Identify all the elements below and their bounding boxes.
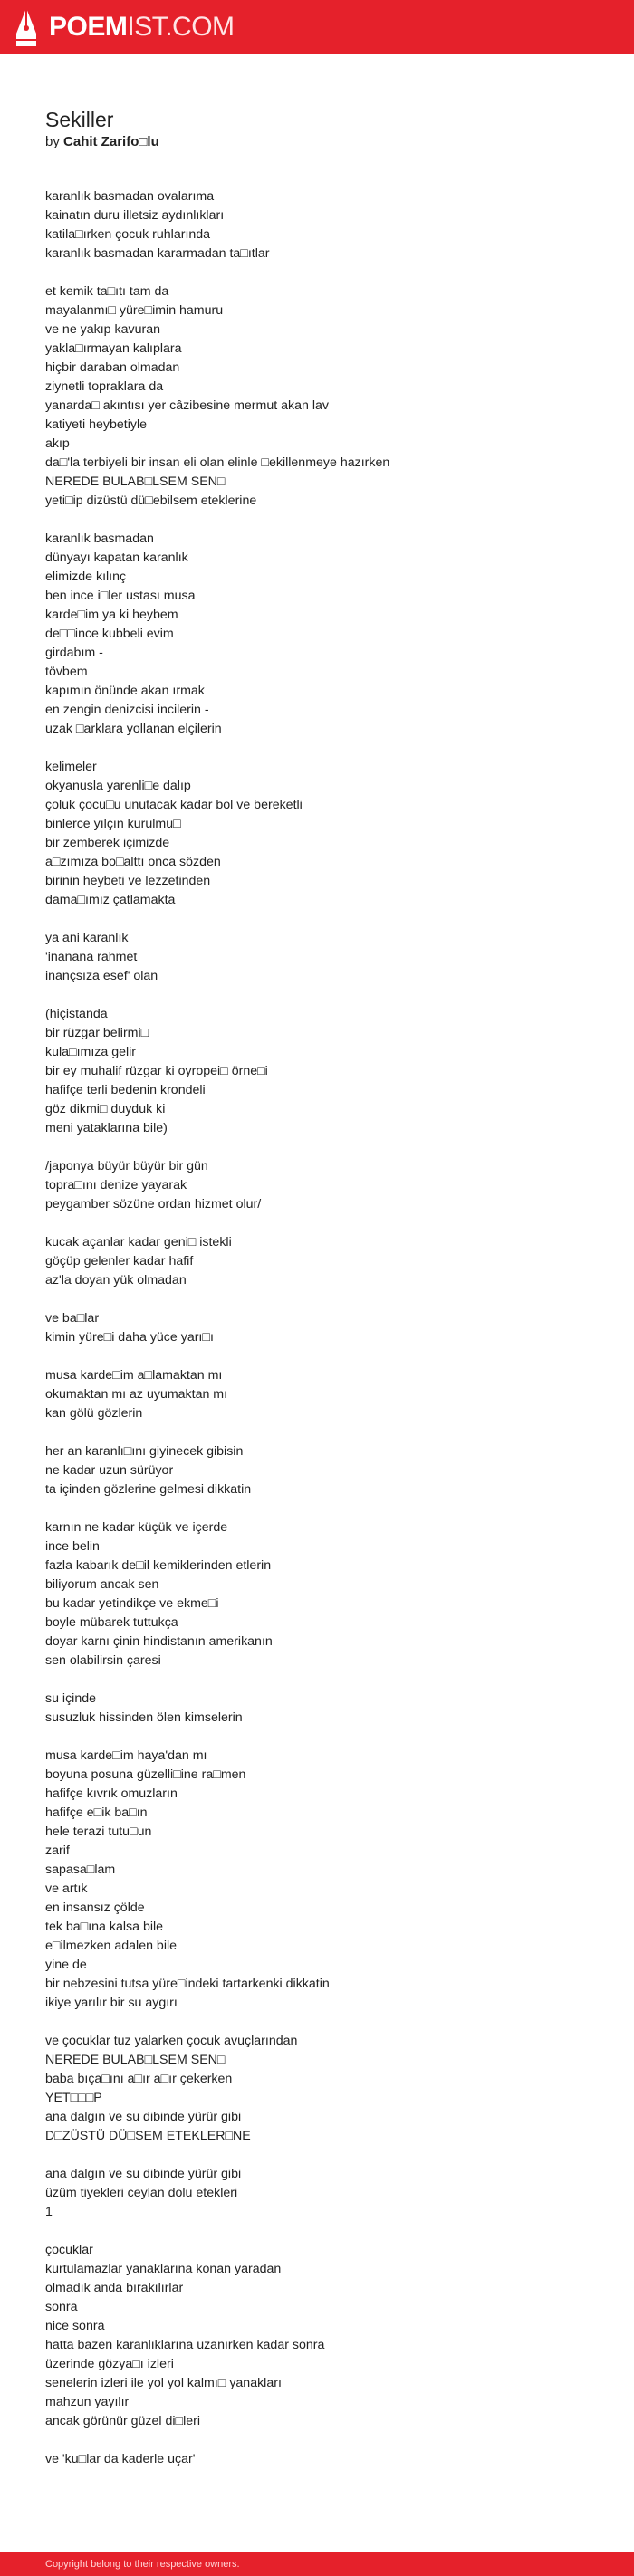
author-link[interactable]: Cahit Zarifo□lu: [63, 134, 159, 149]
poem-line: ve 'ku□lar da kaderle uçar': [45, 2452, 196, 2466]
poem-line: sen olabilirsin çaresi: [45, 1653, 161, 1668]
poem-line: senelerin izleri ile yol yol kalmı□ yanakları: [45, 2376, 282, 2390]
poem-line: hele terazi tutu□un: [45, 1824, 152, 1839]
poem-stanza: [45, 1518, 589, 1671]
poem-line: NEREDE BULAB□LSEM SEN□: [45, 2053, 226, 2067]
poem-stanza: [45, 1005, 589, 1138]
poem-line: karanlık basmadan: [45, 531, 154, 546]
copyright-text: Copyright belong to their respective owners.: [45, 2559, 240, 2570]
poem-line: /japonya büyür büyür bir gün: [45, 1159, 208, 1173]
poem-line: her an karanlı□ını giyinecek gibisin: [45, 1444, 244, 1459]
poem-line: et kemik ta□ıtı tam da: [45, 284, 169, 299]
poem-line: a□zımıza bo□alttı onca sözden: [45, 855, 221, 869]
poem-line: üzüm tiyekleri ceylan dolu etekleri: [45, 2186, 238, 2200]
poem-line: zarif: [45, 1843, 70, 1858]
poem-line: uzak □arklara yollanan elçilerin: [45, 722, 222, 736]
poem-line: mahzun yayılır: [45, 2395, 130, 2409]
poem-line: dünyayı kapatan karanlık: [45, 551, 188, 565]
poem-line: bir rüzgar belirmi□: [45, 1026, 149, 1040]
poem-line: fazla kabarık de□il kemiklerinden etlerin: [45, 1558, 272, 1573]
poem-line: boyuna posuna güzelli□ine ra□men: [45, 1767, 246, 1782]
poem-stanza: [45, 1690, 589, 1728]
poem-line: göz dikmi□ duyduk ki: [45, 1102, 166, 1116]
poem-line: YET□□□P: [45, 2091, 102, 2105]
poem-line: kurtulamazlar yanaklarına konan yaradan: [45, 2262, 282, 2276]
poem-line: en insansız çölde: [45, 1901, 145, 1915]
byline-prefix: by: [45, 134, 60, 149]
poem-line: ana dalgın ve su dibinde yürür gibi: [45, 2167, 242, 2181]
poem-stanza: [45, 2241, 589, 2431]
poem-line: hafifçe e□ik ba□ın: [45, 1805, 148, 1820]
poem-stanza: [45, 758, 589, 910]
poem-line: hatta bazen karanlıklarına uzanırken kadar sonra: [45, 2338, 325, 2352]
poem-line: NEREDE BULAB□LSEM SEN□: [45, 474, 226, 489]
poem-line: karanlık basmadan kararmadan ta□ıtlar: [45, 246, 270, 261]
poem-line: mayalanmı□ yüre□imin hamuru: [45, 303, 224, 318]
poem-line: nice sonra: [45, 2319, 105, 2333]
poem-line: birinin heybeti ve lezzetinden: [45, 874, 211, 888]
poem-line: 'inanana rahmet: [45, 950, 138, 964]
poem-line: katiyeti heybetiyle: [45, 417, 147, 432]
poem-line: boyle mübarek tuttukça: [45, 1615, 178, 1630]
poem-stanza: [45, 530, 589, 739]
poem-line: kelimeler: [45, 760, 97, 774]
poem-stanza: [45, 282, 589, 511]
poem-line: okyanusla yarenli□e dalıp: [45, 779, 191, 793]
poem-title: Sekiller: [45, 108, 114, 131]
poem-line: 1: [45, 2205, 53, 2219]
poem-line: göçüp gelenler kadar hafif: [45, 1254, 194, 1269]
poem-stanza: [45, 1309, 589, 1347]
poem-line: ve artık: [45, 1882, 88, 1896]
poem-line: musa karde□im a□lamaktan mı: [45, 1368, 223, 1383]
poem-line: karanlık basmadan ovalarıma: [45, 189, 215, 204]
poem-line: ben ince i□ler ustası musa: [45, 589, 196, 603]
poem-line: çocuklar: [45, 2243, 93, 2257]
poem-line: hiçbir daraban olmadan: [45, 360, 180, 375]
poem-line: sonra: [45, 2300, 78, 2314]
poem-content: [45, 107, 589, 2488]
poem-line: ince belin: [45, 1539, 100, 1554]
pen-nib-icon: [13, 6, 40, 48]
poem-stanza: [45, 2450, 589, 2469]
poem-line: topra□ını denize yayarak: [45, 1178, 187, 1192]
poem-line: baba bıça□ını a□ır a□ır çekerken: [45, 2072, 233, 2086]
poem-line: da□'la terbiyeli bir insan eli olan elinle □ekillenmeye hazırken: [45, 455, 390, 470]
poem-line: ya ani karanlık: [45, 931, 129, 945]
poem-line: sapasa□lam: [45, 1863, 116, 1877]
poem-line: karnın ne kadar küçük ve içerde: [45, 1520, 228, 1535]
poem-line: girdabım -: [45, 646, 103, 660]
poem-line: kapımın önünde akan ırmak: [45, 684, 205, 698]
poem-stanza: [45, 1747, 589, 2013]
poem-line: kan gölü gözlerin: [45, 1406, 143, 1421]
poem-line: ta içinden gözlerine gelmesi dikkatin: [45, 1482, 252, 1497]
poem-line: meni yataklarına bile): [45, 1121, 168, 1135]
poem-line: az'la doyan yük olmadan: [45, 1273, 187, 1288]
poem-line: bu kadar yetindikçe ve ekme□i: [45, 1596, 219, 1611]
poem-stanza: [45, 187, 589, 263]
poem-line: tövbem: [45, 665, 88, 679]
poem-line: susuzluk hissinden ölen kimselerin: [45, 1710, 243, 1725]
poem-line: kula□ımıza gelir: [45, 1045, 137, 1059]
poem-line: biliyorum ancak sen: [45, 1577, 159, 1592]
poem-stanza: [45, 1442, 589, 1499]
poem-line: musa karde□im haya'dan mı: [45, 1748, 207, 1763]
poem-body: [45, 187, 589, 2469]
site-logo-link[interactable]: [13, 0, 235, 54]
poem-line: ikiye yarılır bir su aygırı: [45, 1996, 178, 2010]
logo-text-light: IST.COM: [127, 12, 235, 42]
poem-line: inançsıza esef' olan: [45, 969, 158, 983]
poem-line: ve çocuklar tuz yalarken çocuk avuçlarından: [45, 2034, 298, 2048]
site-header: [0, 0, 634, 54]
poem-line: dama□ımız çatlamakta: [45, 893, 176, 907]
poem-line: ana dalgın ve su dibinde yürür gibi: [45, 2110, 242, 2124]
poem-stanza: [45, 2165, 589, 2222]
poem-line: ziynetli topraklara da: [45, 379, 164, 394]
poem-stanza: [45, 1233, 589, 1290]
poem-line: peygamber sözüne ordan hizmet olur/: [45, 1197, 262, 1211]
poem-line: okumaktan mı az uyumaktan mı: [45, 1387, 228, 1402]
poem-line: bir zemberek içimizde: [45, 836, 170, 850]
poem-line: olmadık anda bırakılırlar: [45, 2281, 184, 2295]
poem-line: de□□ince kubbeli evim: [45, 627, 174, 641]
poem-line: tek ba□ına kalsa bile: [45, 1920, 164, 1934]
poem-line: çoluk çocu□u unutacak kadar bol ve bereketli: [45, 798, 303, 812]
poem-line: ve ba□lar: [45, 1311, 100, 1326]
poem-line: yanarda□ akıntısı yer câzibesine mermut akan lav: [45, 398, 329, 413]
poem-stanza: [45, 2032, 589, 2146]
poem-line: binlerce yılçın kurulmu□: [45, 817, 181, 831]
poem-line: bir nebzesini tutsa yüre□indeki tartarkenki dikkatin: [45, 1977, 330, 1991]
poem-line: ne kadar uzun sürüyor: [45, 1463, 174, 1478]
poem-line: üzerinde gözya□ı izleri: [45, 2357, 174, 2371]
poem-line: karde□im ya ki heybem: [45, 608, 178, 622]
poem-stanza: [45, 929, 589, 986]
poem-line: katila□ırken çocuk ruhlarında: [45, 227, 211, 242]
poem-line: kainatın duru illetsiz aydınlıkları: [45, 208, 225, 223]
poem-line: e□ilmezken adalen bile: [45, 1939, 178, 1953]
poem-line: yakla□ırmayan kalıplara: [45, 341, 182, 356]
poem-stanza: [45, 1157, 589, 1214]
poem-line: yine de: [45, 1958, 87, 1972]
logo-text-bold: POEM: [49, 12, 128, 42]
poem-line: hafifçe terli bedenin krondeli: [45, 1083, 206, 1097]
site-logo-text: [49, 14, 235, 41]
poem-line: elimizde kılınç: [45, 570, 127, 584]
poem-line: D□ZÜSTÜ DÜ□SEM ETEKLER□NE: [45, 2129, 251, 2143]
poem-line: yeti□ip dizüstü dü□ebilsem eteklerine: [45, 493, 257, 508]
poem-byline: [45, 133, 589, 151]
poem-line: bir ey muhalif rüzgar ki oyropei□ örne□i: [45, 1064, 268, 1078]
poem-line: hafifçe kıvrık omuzların: [45, 1786, 178, 1801]
poem-line: kucak açanlar kadar geni□ istekli: [45, 1235, 232, 1250]
poem-line: akıp: [45, 436, 70, 451]
poem-line: ancak görünür güzel di□leri: [45, 2414, 201, 2428]
poem-line: kimin yüre□i daha yüce yarı□ı: [45, 1330, 214, 1345]
poem-line: su içinde: [45, 1691, 96, 1706]
poem-line: doyar karnı çinin hindistanın amerikanın: [45, 1634, 273, 1649]
poem-line: (hiçistanda: [45, 1007, 108, 1021]
poem-stanza: [45, 1366, 589, 1423]
site-footer: [0, 2552, 634, 2576]
poem-line: ve ne yakıp kavuran: [45, 322, 160, 337]
poem-line: en zengin denizcisi incilerin -: [45, 703, 209, 717]
